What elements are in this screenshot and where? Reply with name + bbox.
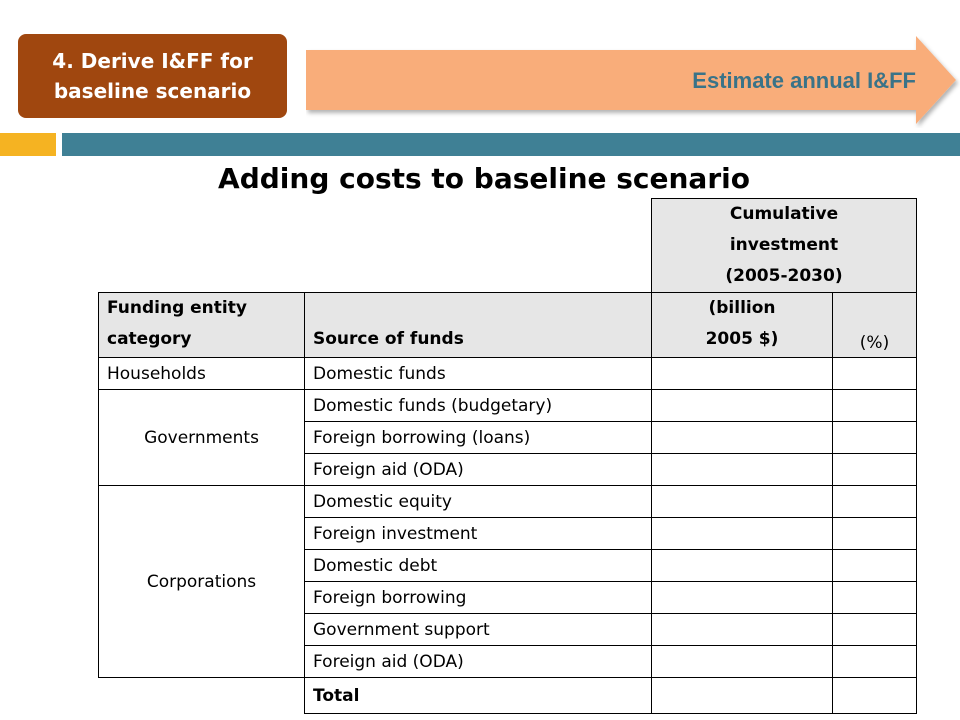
source-cell: Domestic debt xyxy=(305,550,652,582)
percent-cell xyxy=(833,454,917,486)
header-amount-line: 2005 $) xyxy=(705,329,779,349)
source-cell: Domestic funds (budgetary) xyxy=(305,390,652,422)
header-amount xyxy=(652,293,833,358)
category-cell: Governments xyxy=(99,390,305,486)
amount-cell xyxy=(652,422,833,454)
category-cell: Corporations xyxy=(99,486,305,678)
amount-cell xyxy=(652,390,833,422)
cumulative-header-line: (2005-2030) xyxy=(725,266,843,286)
percent-cell xyxy=(833,358,917,390)
source-cell: Foreign aid (ODA) xyxy=(305,454,652,486)
percent-cell xyxy=(833,614,917,646)
percent-cell xyxy=(833,582,917,614)
percent-cell xyxy=(833,550,917,582)
amount-cell xyxy=(652,358,833,390)
source-cell: Domestic equity xyxy=(305,486,652,518)
amount-cell xyxy=(652,646,833,678)
source-cell: Government support xyxy=(305,614,652,646)
source-cell: Foreign investment xyxy=(305,518,652,550)
percent-cell xyxy=(833,646,917,678)
source-cell: Foreign borrowing xyxy=(305,582,652,614)
source-cell: Foreign aid (ODA) xyxy=(305,646,652,678)
amount-cell xyxy=(652,454,833,486)
process-arrow xyxy=(306,36,960,128)
header-category-line: category xyxy=(107,329,192,349)
amount-cell xyxy=(652,550,833,582)
percent-cell xyxy=(833,390,917,422)
percent-cell xyxy=(833,518,917,550)
amount-cell xyxy=(652,486,833,518)
total-row xyxy=(99,678,917,714)
amount-cell xyxy=(652,614,833,646)
blank-cell xyxy=(99,678,305,714)
cumulative-header xyxy=(652,199,917,293)
category-cell: Households xyxy=(99,358,305,390)
divider-bar xyxy=(62,133,960,156)
costs-table xyxy=(98,198,917,714)
header-percent: (%) xyxy=(833,293,917,358)
step-line-2: baseline scenario xyxy=(53,79,252,103)
percent-cell xyxy=(833,422,917,454)
table-row xyxy=(99,358,917,390)
divider-accent xyxy=(0,133,56,156)
table-row xyxy=(99,486,917,518)
percent-cell xyxy=(833,486,917,518)
total-amount-cell xyxy=(652,678,833,714)
source-cell: Domestic funds xyxy=(305,358,652,390)
cumulative-header-line: Cumulative xyxy=(729,204,839,224)
table-row xyxy=(99,390,917,422)
step-line-1: 4. Derive I&FF for xyxy=(52,49,253,73)
total-label: Total xyxy=(305,678,652,714)
header-category xyxy=(99,293,305,358)
header-amount-line: (billion xyxy=(708,298,776,318)
arrow-label: Estimate annual I&FF xyxy=(692,68,916,93)
step-box xyxy=(18,34,287,118)
slide-title: Adding costs to baseline scenario xyxy=(218,162,750,195)
total-percent-cell xyxy=(833,678,917,714)
header-source: Source of funds xyxy=(305,293,652,358)
amount-cell xyxy=(652,582,833,614)
cumulative-header-line: investment xyxy=(729,235,839,255)
header-category-line: Funding entity xyxy=(107,298,247,318)
source-cell: Foreign borrowing (loans) xyxy=(305,422,652,454)
amount-cell xyxy=(652,518,833,550)
blank-corner xyxy=(99,199,652,293)
